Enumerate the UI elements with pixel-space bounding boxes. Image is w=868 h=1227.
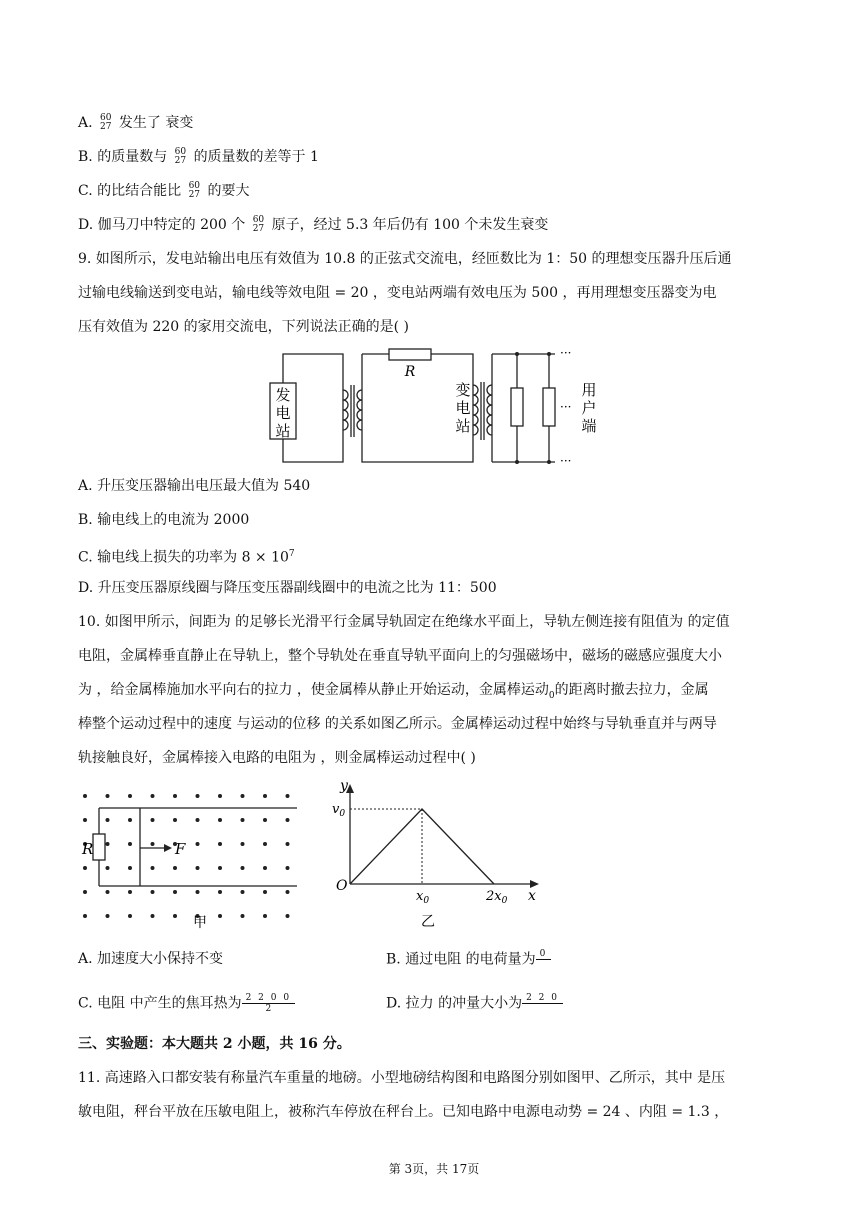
yi-v0-label: $v_0$: [332, 802, 346, 819]
field-dot: [106, 794, 110, 798]
q10-option-d: D. 拉力 的冲量大小为 2 2 0: [386, 993, 563, 1014]
field-dot: [106, 842, 110, 846]
field-dot: [263, 914, 267, 918]
q10-figure-jia: [72, 786, 307, 936]
field-dot: [196, 890, 200, 894]
q8-option-d: D. 伽马刀中特定的 200 个 60 27 原子，经过 5.3 年后仍有 100 个未发生衰变: [78, 215, 549, 234]
field-dot: [263, 842, 267, 846]
field-dot: [241, 794, 245, 798]
plant-label-1: 发: [275, 386, 291, 404]
field-dot: [83, 914, 87, 918]
q9-option-c: C. 输电线上损失的功率为 $8 \times 10^7$: [78, 549, 295, 566]
jia-f-label: F: [175, 840, 186, 858]
field-dot: [218, 914, 222, 918]
q9-option-d: D. 升压变压器原线圈与降压变压器副线圈中的电流之比为 11：500: [78, 580, 497, 596]
field-dot: [128, 914, 132, 918]
q9-circuit-diagram: [255, 340, 605, 470]
field-dot: [83, 818, 87, 822]
jia-r-label: R: [82, 840, 94, 858]
q10-stem-line-5: 轨接触良好，金属棒接入电路的电阻为 ，则金属棒运动过程中( ): [78, 750, 476, 766]
field-dot: [128, 842, 132, 846]
field-dot: [286, 914, 290, 918]
yi-origin-label: O: [336, 878, 348, 894]
field-dot: [173, 866, 177, 870]
field-dot: [241, 890, 245, 894]
field-dot: [196, 818, 200, 822]
field-dot: [173, 818, 177, 822]
q8-option-b: B. 的质量数与 60 27 的质量数的差等于 1: [78, 147, 319, 166]
nuclide-symbol: 60 27: [100, 113, 112, 132]
field-dot: [263, 818, 267, 822]
field-dot: [286, 818, 290, 822]
sub-label-1: 变: [455, 381, 471, 399]
plant-label-2: 电: [275, 404, 291, 422]
yi-y-label: y: [340, 778, 348, 794]
yi-x0-label: $x_0$: [416, 889, 430, 906]
field-dot: [106, 914, 110, 918]
field-dot: [128, 890, 132, 894]
field-dot: [151, 914, 155, 918]
q9-stem-line-2: 过输电线输送到变电站，输电线等效电阻 = 20 ，变电站两端有效电压为 500 ，再用理想变压器变为电: [78, 285, 717, 301]
field-dot: [263, 794, 267, 798]
field-dot: [218, 890, 222, 894]
q10-stem-line-3: 为 ，给金属棒施加水平向右的拉力 ，使金属棒从静止开始运动，金属棒运动$_0$的距离时撤去拉力，金属: [78, 682, 709, 701]
q10-stem-line-4: 棒整个运动过程中的速度 与运动的位移 的关系如图乙所示。金属棒运动过程中始终与导轨垂直并与两导: [78, 716, 717, 732]
resistor-label: R: [404, 364, 416, 380]
user-label-3: 端: [581, 417, 597, 435]
field-dot: [83, 794, 87, 798]
plant-label-3: 站: [275, 422, 291, 440]
yi-x-label: x: [528, 888, 536, 904]
page-footer: 第 3页，共 17页: [388, 1162, 480, 1176]
q10-option-a: A. 加速度大小保持不变: [78, 951, 224, 967]
field-dot: [286, 866, 290, 870]
field-dot: [286, 890, 290, 894]
sub-label-3: 站: [455, 417, 471, 435]
q10-figure-yi: [328, 776, 543, 936]
field-dot: [128, 794, 132, 798]
q8-option-c: C. 的比结合能比 60 27 的要大: [78, 181, 250, 200]
jia-caption: 甲: [193, 915, 207, 931]
nuclide-symbol: 60 27: [188, 181, 201, 200]
yi-2x0-label: $2x_0$: [486, 889, 508, 906]
field-dot: [286, 842, 290, 846]
field-dot: [196, 866, 200, 870]
section-3-title: 三、实验题：本大题共 2 小题，共 16 分。: [78, 1036, 351, 1052]
sub-label-2: 电: [455, 399, 471, 417]
q8-option-a: A. 60 27 发生了 衰变: [78, 113, 194, 132]
field-dot: [173, 890, 177, 894]
q9-stem-line-3: 压有效值为 220 的家用交流电，下列说法正确的是( ): [78, 319, 409, 335]
field-dot: [218, 794, 222, 798]
field-dot: [106, 818, 110, 822]
q10-option-c: C. 电阻 中产生的焦耳热为 $\frac{2 2 0 0}{2}$: [78, 993, 295, 1014]
field-dot: [106, 866, 110, 870]
field-dot: [218, 842, 222, 846]
dots-mid: ···: [560, 400, 572, 414]
field-dot: [173, 794, 177, 798]
field-dot: [218, 866, 222, 870]
field-dot: [151, 818, 155, 822]
q9-option-a: A. 升压变压器输出电压最大值为 540: [78, 478, 311, 494]
field-dot: [241, 914, 245, 918]
dots-bottom: ···: [560, 454, 572, 468]
field-dot: [151, 866, 155, 870]
q10-stem-line-1: 10. 如图甲所示，间距为 的足够长光滑平行金属导轨固定在绝缘水平面上，导轨左侧连接有阻值为 的定值: [78, 614, 730, 630]
field-dot: [286, 794, 290, 798]
q10-option-b: B. 通过电阻 的电荷量为 0: [386, 949, 551, 970]
field-dot: [128, 818, 132, 822]
nuclide-symbol: 60 27: [174, 147, 187, 166]
field-dot: [241, 842, 245, 846]
field-dot: [241, 866, 245, 870]
field-dot: [128, 866, 132, 870]
q11-stem-line-1: 11. 高速路入口都安装有称量汽车重量的地磅。小型地磅结构图和电路图分别如图甲、乙所示，其中 是压: [78, 1070, 726, 1086]
q11-stem-line-2: 敏电阻，秤台平放在压敏电阻上，被称汽车停放在秤台上。已知电路中电源电动势 = 24 、内阻 = 1.3 ，: [78, 1104, 729, 1120]
field-dot: [173, 914, 177, 918]
field-dot: [263, 890, 267, 894]
field-dot: [83, 890, 87, 894]
field-dot: [263, 866, 267, 870]
field-dot: [241, 818, 245, 822]
user-label-2: 户: [581, 399, 597, 417]
dots-top: ···: [560, 346, 572, 360]
field-dot: [196, 794, 200, 798]
field-dot: [151, 890, 155, 894]
field-dot: [151, 842, 155, 846]
field-dot: [196, 842, 200, 846]
field-dot: [83, 866, 87, 870]
user-label-1: 用: [581, 381, 597, 399]
nuclide-symbol: 60 27: [252, 215, 265, 234]
q9-stem-line-1: 9. 如图所示，发电站输出电压有效值为 10.8 的正弦式交流电，经匝数比为 1：50 的理想变压器升压后通: [78, 251, 732, 267]
field-dot: [106, 890, 110, 894]
q9-option-b: B. 输电线上的电流为 2000: [78, 512, 250, 528]
field-dot: [151, 794, 155, 798]
field-dot: [218, 818, 222, 822]
yi-caption: 乙: [421, 914, 435, 930]
q10-stem-line-2: 电阻，金属棒垂直静止在导轨上，整个导轨处在垂直导轨平面向上的匀强磁场中，磁场的磁感应强度大小: [78, 648, 722, 664]
